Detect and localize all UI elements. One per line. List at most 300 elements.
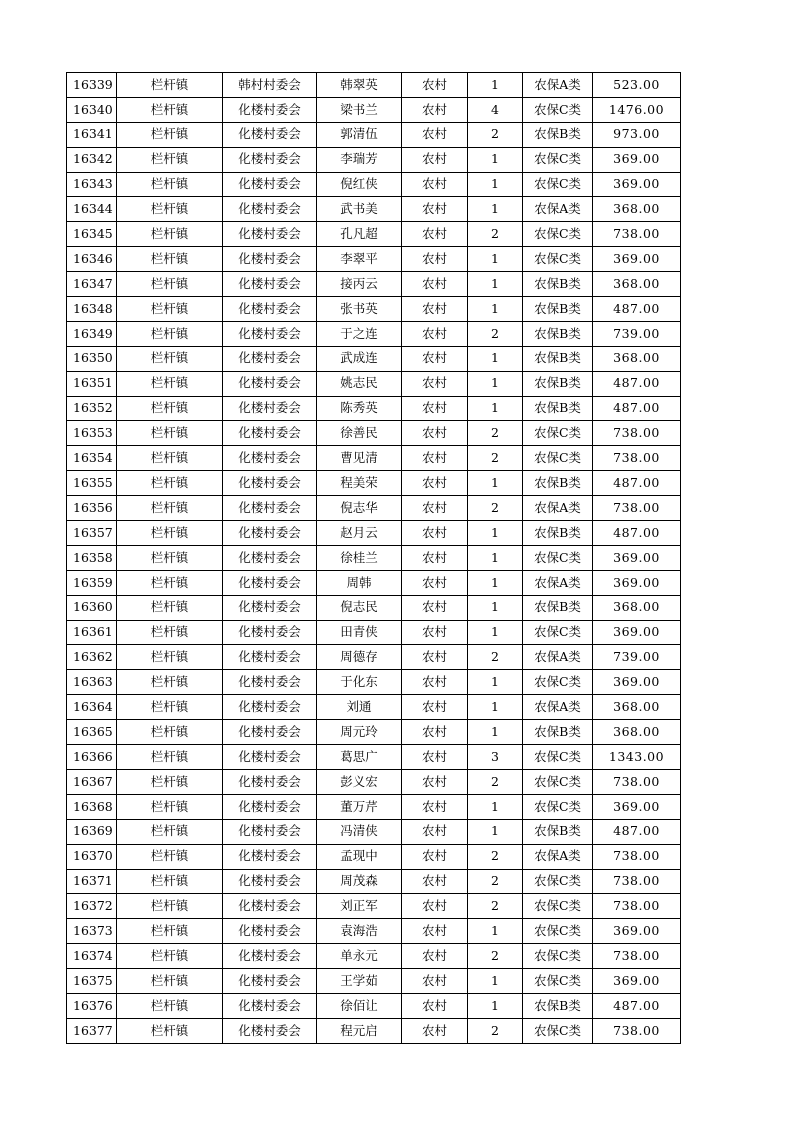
town-cell: 栏杆镇	[117, 620, 223, 645]
household-count-cell: 1	[468, 919, 523, 944]
person-name-cell: 曹见清	[317, 446, 402, 471]
household-count-cell: 1	[468, 147, 523, 172]
insurance-category-cell: 农保A类	[523, 645, 593, 670]
person-name-cell: 程元启	[317, 1018, 402, 1043]
area-type-cell: 农村	[402, 720, 468, 745]
record-id-cell: 16351	[67, 371, 117, 396]
insurance-category-cell: 农保C类	[523, 919, 593, 944]
area-type-cell: 农村	[402, 645, 468, 670]
area-type-cell: 农村	[402, 421, 468, 446]
household-count-cell: 1	[468, 272, 523, 297]
insurance-category-cell: 农保B类	[523, 993, 593, 1018]
table-row	[67, 720, 681, 745]
table-row	[67, 769, 681, 794]
table-row	[67, 521, 681, 546]
area-type-cell: 农村	[402, 745, 468, 770]
record-id-cell: 16375	[67, 969, 117, 994]
person-name-cell: 徐佰让	[317, 993, 402, 1018]
record-id-cell: 16369	[67, 819, 117, 844]
amount-cell: 738.00	[593, 1018, 681, 1043]
town-cell: 栏杆镇	[117, 869, 223, 894]
table-row	[67, 969, 681, 994]
village-committee-cell: 化楼村委会	[223, 297, 317, 322]
area-type-cell: 农村	[402, 620, 468, 645]
area-type-cell: 农村	[402, 844, 468, 869]
amount-cell: 369.00	[593, 969, 681, 994]
amount-cell: 738.00	[593, 894, 681, 919]
amount-cell: 487.00	[593, 396, 681, 421]
area-type-cell: 农村	[402, 670, 468, 695]
amount-cell: 487.00	[593, 521, 681, 546]
amount-cell: 738.00	[593, 769, 681, 794]
insurance-category-cell: 农保C类	[523, 794, 593, 819]
town-cell: 栏杆镇	[117, 794, 223, 819]
person-name-cell: 程美荣	[317, 471, 402, 496]
record-id-cell: 16361	[67, 620, 117, 645]
table-row	[67, 819, 681, 844]
table-row	[67, 869, 681, 894]
area-type-cell: 农村	[402, 521, 468, 546]
person-name-cell: 彭义宏	[317, 769, 402, 794]
table-row	[67, 73, 681, 98]
household-count-cell: 1	[468, 297, 523, 322]
area-type-cell: 农村	[402, 222, 468, 247]
table-row	[67, 297, 681, 322]
area-type-cell: 农村	[402, 944, 468, 969]
town-cell: 栏杆镇	[117, 222, 223, 247]
table-row	[67, 421, 681, 446]
record-id-cell: 16354	[67, 446, 117, 471]
table-row	[67, 645, 681, 670]
amount-cell: 368.00	[593, 695, 681, 720]
person-name-cell: 武成连	[317, 346, 402, 371]
town-cell: 栏杆镇	[117, 297, 223, 322]
household-count-cell: 1	[468, 197, 523, 222]
record-id-cell: 16360	[67, 595, 117, 620]
household-count-cell: 2	[468, 496, 523, 521]
person-name-cell: 姚志民	[317, 371, 402, 396]
record-id-cell: 16358	[67, 545, 117, 570]
town-cell: 栏杆镇	[117, 769, 223, 794]
village-committee-cell: 化楼村委会	[223, 396, 317, 421]
insurance-category-cell: 农保B类	[523, 819, 593, 844]
person-name-cell: 周德存	[317, 645, 402, 670]
amount-cell: 738.00	[593, 944, 681, 969]
area-type-cell: 农村	[402, 346, 468, 371]
area-type-cell: 农村	[402, 147, 468, 172]
amount-cell: 368.00	[593, 346, 681, 371]
town-cell: 栏杆镇	[117, 919, 223, 944]
town-cell: 栏杆镇	[117, 471, 223, 496]
area-type-cell: 农村	[402, 794, 468, 819]
person-name-cell: 梁书兰	[317, 97, 402, 122]
village-committee-cell: 化楼村委会	[223, 919, 317, 944]
amount-cell: 487.00	[593, 471, 681, 496]
village-committee-cell: 化楼村委会	[223, 745, 317, 770]
table-row	[67, 197, 681, 222]
record-id-cell: 16355	[67, 471, 117, 496]
insurance-category-cell: 农保B类	[523, 321, 593, 346]
table-row	[67, 1018, 681, 1043]
person-name-cell: 倪红侠	[317, 172, 402, 197]
household-count-cell: 2	[468, 421, 523, 446]
table-row	[67, 446, 681, 471]
record-id-cell: 16371	[67, 869, 117, 894]
village-committee-cell: 化楼村委会	[223, 695, 317, 720]
area-type-cell: 农村	[402, 695, 468, 720]
record-id-cell: 16372	[67, 894, 117, 919]
amount-cell: 369.00	[593, 620, 681, 645]
person-name-cell: 田青侠	[317, 620, 402, 645]
village-committee-cell: 化楼村委会	[223, 222, 317, 247]
table-row	[67, 695, 681, 720]
table-row	[67, 570, 681, 595]
household-count-cell: 2	[468, 122, 523, 147]
insurance-category-cell: 农保C类	[523, 894, 593, 919]
town-cell: 栏杆镇	[117, 645, 223, 670]
household-count-cell: 2	[468, 894, 523, 919]
table-row	[67, 247, 681, 272]
record-id-cell: 16367	[67, 769, 117, 794]
insurance-category-cell: 农保A类	[523, 197, 593, 222]
table-row	[67, 545, 681, 570]
amount-cell: 738.00	[593, 446, 681, 471]
village-committee-cell: 化楼村委会	[223, 844, 317, 869]
household-count-cell: 1	[468, 595, 523, 620]
insurance-category-cell: 农保C类	[523, 222, 593, 247]
household-count-cell: 1	[468, 73, 523, 98]
area-type-cell: 农村	[402, 769, 468, 794]
insurance-category-cell: 农保B类	[523, 371, 593, 396]
village-committee-cell: 化楼村委会	[223, 521, 317, 546]
area-type-cell: 农村	[402, 595, 468, 620]
area-type-cell: 农村	[402, 73, 468, 98]
record-id-cell: 16364	[67, 695, 117, 720]
town-cell: 栏杆镇	[117, 969, 223, 994]
insurance-category-cell: 农保B类	[523, 396, 593, 421]
area-type-cell: 农村	[402, 371, 468, 396]
table-row	[67, 471, 681, 496]
village-committee-cell: 化楼村委会	[223, 545, 317, 570]
record-id-cell: 16359	[67, 570, 117, 595]
amount-cell: 369.00	[593, 670, 681, 695]
table-row	[67, 97, 681, 122]
area-type-cell: 农村	[402, 919, 468, 944]
village-committee-cell: 化楼村委会	[223, 97, 317, 122]
village-committee-cell: 化楼村委会	[223, 122, 317, 147]
household-count-cell: 2	[468, 645, 523, 670]
household-count-cell: 2	[468, 944, 523, 969]
person-name-cell: 周茂森	[317, 869, 402, 894]
insurance-category-cell: 农保A类	[523, 695, 593, 720]
amount-cell: 487.00	[593, 993, 681, 1018]
person-name-cell: 于化东	[317, 670, 402, 695]
village-committee-cell: 化楼村委会	[223, 869, 317, 894]
record-id-cell: 16362	[67, 645, 117, 670]
household-count-cell: 2	[468, 869, 523, 894]
village-committee-cell: 化楼村委会	[223, 969, 317, 994]
insurance-category-cell: 农保C类	[523, 421, 593, 446]
person-name-cell: 李翠平	[317, 247, 402, 272]
person-name-cell: 韩翠英	[317, 73, 402, 98]
record-id-cell: 16366	[67, 745, 117, 770]
person-name-cell: 王学茹	[317, 969, 402, 994]
area-type-cell: 农村	[402, 570, 468, 595]
table-row	[67, 745, 681, 770]
village-committee-cell: 化楼村委会	[223, 894, 317, 919]
town-cell: 栏杆镇	[117, 570, 223, 595]
table-row	[67, 396, 681, 421]
person-name-cell: 葛思广	[317, 745, 402, 770]
table-row	[67, 321, 681, 346]
record-id-cell: 16344	[67, 197, 117, 222]
insurance-category-cell: 农保C类	[523, 869, 593, 894]
amount-cell: 973.00	[593, 122, 681, 147]
area-type-cell: 农村	[402, 247, 468, 272]
town-cell: 栏杆镇	[117, 321, 223, 346]
town-cell: 栏杆镇	[117, 670, 223, 695]
allowance-table	[66, 72, 681, 1044]
insurance-category-cell: 农保A类	[523, 844, 593, 869]
town-cell: 栏杆镇	[117, 496, 223, 521]
village-committee-cell: 化楼村委会	[223, 670, 317, 695]
town-cell: 栏杆镇	[117, 446, 223, 471]
village-committee-cell: 化楼村委会	[223, 645, 317, 670]
area-type-cell: 农村	[402, 993, 468, 1018]
insurance-category-cell: 农保B类	[523, 297, 593, 322]
town-cell: 栏杆镇	[117, 346, 223, 371]
village-committee-cell: 化楼村委会	[223, 620, 317, 645]
village-committee-cell: 化楼村委会	[223, 471, 317, 496]
insurance-category-cell: 农保C类	[523, 944, 593, 969]
household-count-cell: 4	[468, 97, 523, 122]
village-committee-cell: 化楼村委会	[223, 371, 317, 396]
household-count-cell: 1	[468, 471, 523, 496]
insurance-category-cell: 农保C类	[523, 97, 593, 122]
village-committee-cell: 化楼村委会	[223, 496, 317, 521]
insurance-category-cell: 农保C类	[523, 769, 593, 794]
amount-cell: 738.00	[593, 844, 681, 869]
town-cell: 栏杆镇	[117, 122, 223, 147]
record-id-cell: 16374	[67, 944, 117, 969]
person-name-cell: 于之连	[317, 321, 402, 346]
table-row	[67, 172, 681, 197]
village-committee-cell: 化楼村委会	[223, 197, 317, 222]
insurance-category-cell: 农保B类	[523, 122, 593, 147]
record-id-cell: 16341	[67, 122, 117, 147]
town-cell: 栏杆镇	[117, 97, 223, 122]
insurance-category-cell: 农保B类	[523, 521, 593, 546]
amount-cell: 368.00	[593, 272, 681, 297]
town-cell: 栏杆镇	[117, 1018, 223, 1043]
record-id-cell: 16363	[67, 670, 117, 695]
town-cell: 栏杆镇	[117, 844, 223, 869]
insurance-category-cell: 农保C类	[523, 545, 593, 570]
household-count-cell: 1	[468, 521, 523, 546]
area-type-cell: 农村	[402, 894, 468, 919]
person-name-cell: 倪志华	[317, 496, 402, 521]
record-id-cell: 16353	[67, 421, 117, 446]
amount-cell: 369.00	[593, 147, 681, 172]
record-id-cell: 16357	[67, 521, 117, 546]
table-row	[67, 670, 681, 695]
area-type-cell: 农村	[402, 545, 468, 570]
record-id-cell: 16343	[67, 172, 117, 197]
village-committee-cell: 化楼村委会	[223, 147, 317, 172]
person-name-cell: 徐善民	[317, 421, 402, 446]
area-type-cell: 农村	[402, 272, 468, 297]
table-row	[67, 346, 681, 371]
household-count-cell: 1	[468, 371, 523, 396]
person-name-cell: 孔凡超	[317, 222, 402, 247]
person-name-cell: 张书英	[317, 297, 402, 322]
area-type-cell: 农村	[402, 471, 468, 496]
household-count-cell: 1	[468, 670, 523, 695]
person-name-cell: 李瑞芳	[317, 147, 402, 172]
household-count-cell: 1	[468, 570, 523, 595]
table-row	[67, 496, 681, 521]
record-id-cell: 16350	[67, 346, 117, 371]
town-cell: 栏杆镇	[117, 720, 223, 745]
village-committee-cell: 化楼村委会	[223, 346, 317, 371]
amount-cell: 369.00	[593, 570, 681, 595]
town-cell: 栏杆镇	[117, 272, 223, 297]
insurance-category-cell: 农保B类	[523, 272, 593, 297]
village-committee-cell: 化楼村委会	[223, 769, 317, 794]
household-count-cell: 1	[468, 396, 523, 421]
person-name-cell: 刘正军	[317, 894, 402, 919]
table-row	[67, 993, 681, 1018]
insurance-category-cell: 农保C类	[523, 745, 593, 770]
person-name-cell: 刘通	[317, 695, 402, 720]
town-cell: 栏杆镇	[117, 73, 223, 98]
town-cell: 栏杆镇	[117, 745, 223, 770]
area-type-cell: 农村	[402, 172, 468, 197]
amount-cell: 738.00	[593, 421, 681, 446]
amount-cell: 1476.00	[593, 97, 681, 122]
village-committee-cell: 化楼村委会	[223, 421, 317, 446]
household-count-cell: 1	[468, 545, 523, 570]
area-type-cell: 农村	[402, 396, 468, 421]
area-type-cell: 农村	[402, 97, 468, 122]
record-id-cell: 16368	[67, 794, 117, 819]
table-row	[67, 122, 681, 147]
household-count-cell: 1	[468, 346, 523, 371]
household-count-cell: 1	[468, 720, 523, 745]
village-committee-cell: 韩村村委会	[223, 73, 317, 98]
household-count-cell: 1	[468, 247, 523, 272]
insurance-category-cell: 农保C类	[523, 446, 593, 471]
person-name-cell: 郭清伍	[317, 122, 402, 147]
household-count-cell: 1	[468, 969, 523, 994]
amount-cell: 487.00	[593, 297, 681, 322]
table-row	[67, 147, 681, 172]
record-id-cell: 16342	[67, 147, 117, 172]
insurance-category-cell: 农保C类	[523, 247, 593, 272]
record-id-cell: 16373	[67, 919, 117, 944]
village-committee-cell: 化楼村委会	[223, 272, 317, 297]
table-row	[67, 272, 681, 297]
village-committee-cell: 化楼村委会	[223, 446, 317, 471]
village-committee-cell: 化楼村委会	[223, 1018, 317, 1043]
table-row	[67, 620, 681, 645]
town-cell: 栏杆镇	[117, 894, 223, 919]
village-committee-cell: 化楼村委会	[223, 321, 317, 346]
area-type-cell: 农村	[402, 122, 468, 147]
record-id-cell: 16345	[67, 222, 117, 247]
village-committee-cell: 化楼村委会	[223, 819, 317, 844]
town-cell: 栏杆镇	[117, 172, 223, 197]
village-committee-cell: 化楼村委会	[223, 944, 317, 969]
table-row	[67, 894, 681, 919]
person-name-cell: 袁海浩	[317, 919, 402, 944]
household-count-cell: 1	[468, 794, 523, 819]
record-id-cell: 16376	[67, 993, 117, 1018]
area-type-cell: 农村	[402, 1018, 468, 1043]
town-cell: 栏杆镇	[117, 396, 223, 421]
insurance-category-cell: 农保C类	[523, 969, 593, 994]
record-id-cell: 16340	[67, 97, 117, 122]
table-row	[67, 944, 681, 969]
area-type-cell: 农村	[402, 869, 468, 894]
household-count-cell: 2	[468, 446, 523, 471]
record-id-cell: 16356	[67, 496, 117, 521]
amount-cell: 369.00	[593, 247, 681, 272]
person-name-cell: 徐桂兰	[317, 545, 402, 570]
person-name-cell: 孟现中	[317, 844, 402, 869]
village-committee-cell: 化楼村委会	[223, 247, 317, 272]
amount-cell: 369.00	[593, 545, 681, 570]
table-row	[67, 794, 681, 819]
insurance-category-cell: 农保C类	[523, 1018, 593, 1043]
amount-cell: 523.00	[593, 73, 681, 98]
household-count-cell: 2	[468, 321, 523, 346]
insurance-category-cell: 农保C类	[523, 147, 593, 172]
area-type-cell: 农村	[402, 297, 468, 322]
town-cell: 栏杆镇	[117, 993, 223, 1018]
insurance-category-cell: 农保B类	[523, 471, 593, 496]
person-name-cell: 倪志民	[317, 595, 402, 620]
area-type-cell: 农村	[402, 197, 468, 222]
amount-cell: 369.00	[593, 919, 681, 944]
insurance-category-cell: 农保A类	[523, 73, 593, 98]
record-id-cell: 16377	[67, 1018, 117, 1043]
insurance-category-cell: 农保A类	[523, 496, 593, 521]
village-committee-cell: 化楼村委会	[223, 794, 317, 819]
insurance-category-cell: 农保B类	[523, 346, 593, 371]
amount-cell: 369.00	[593, 172, 681, 197]
table-row	[67, 595, 681, 620]
table-body	[67, 73, 681, 1044]
household-count-cell: 3	[468, 745, 523, 770]
person-name-cell: 冯清侠	[317, 819, 402, 844]
record-id-cell: 16352	[67, 396, 117, 421]
town-cell: 栏杆镇	[117, 421, 223, 446]
table-row	[67, 371, 681, 396]
household-count-cell: 1	[468, 695, 523, 720]
record-id-cell: 16339	[67, 73, 117, 98]
area-type-cell: 农村	[402, 969, 468, 994]
table-row	[67, 844, 681, 869]
amount-cell: 739.00	[593, 321, 681, 346]
household-count-cell: 2	[468, 222, 523, 247]
person-name-cell: 陈秀英	[317, 396, 402, 421]
town-cell: 栏杆镇	[117, 521, 223, 546]
person-name-cell: 武书美	[317, 197, 402, 222]
town-cell: 栏杆镇	[117, 595, 223, 620]
person-name-cell: 接丙云	[317, 272, 402, 297]
insurance-category-cell: 农保C类	[523, 172, 593, 197]
